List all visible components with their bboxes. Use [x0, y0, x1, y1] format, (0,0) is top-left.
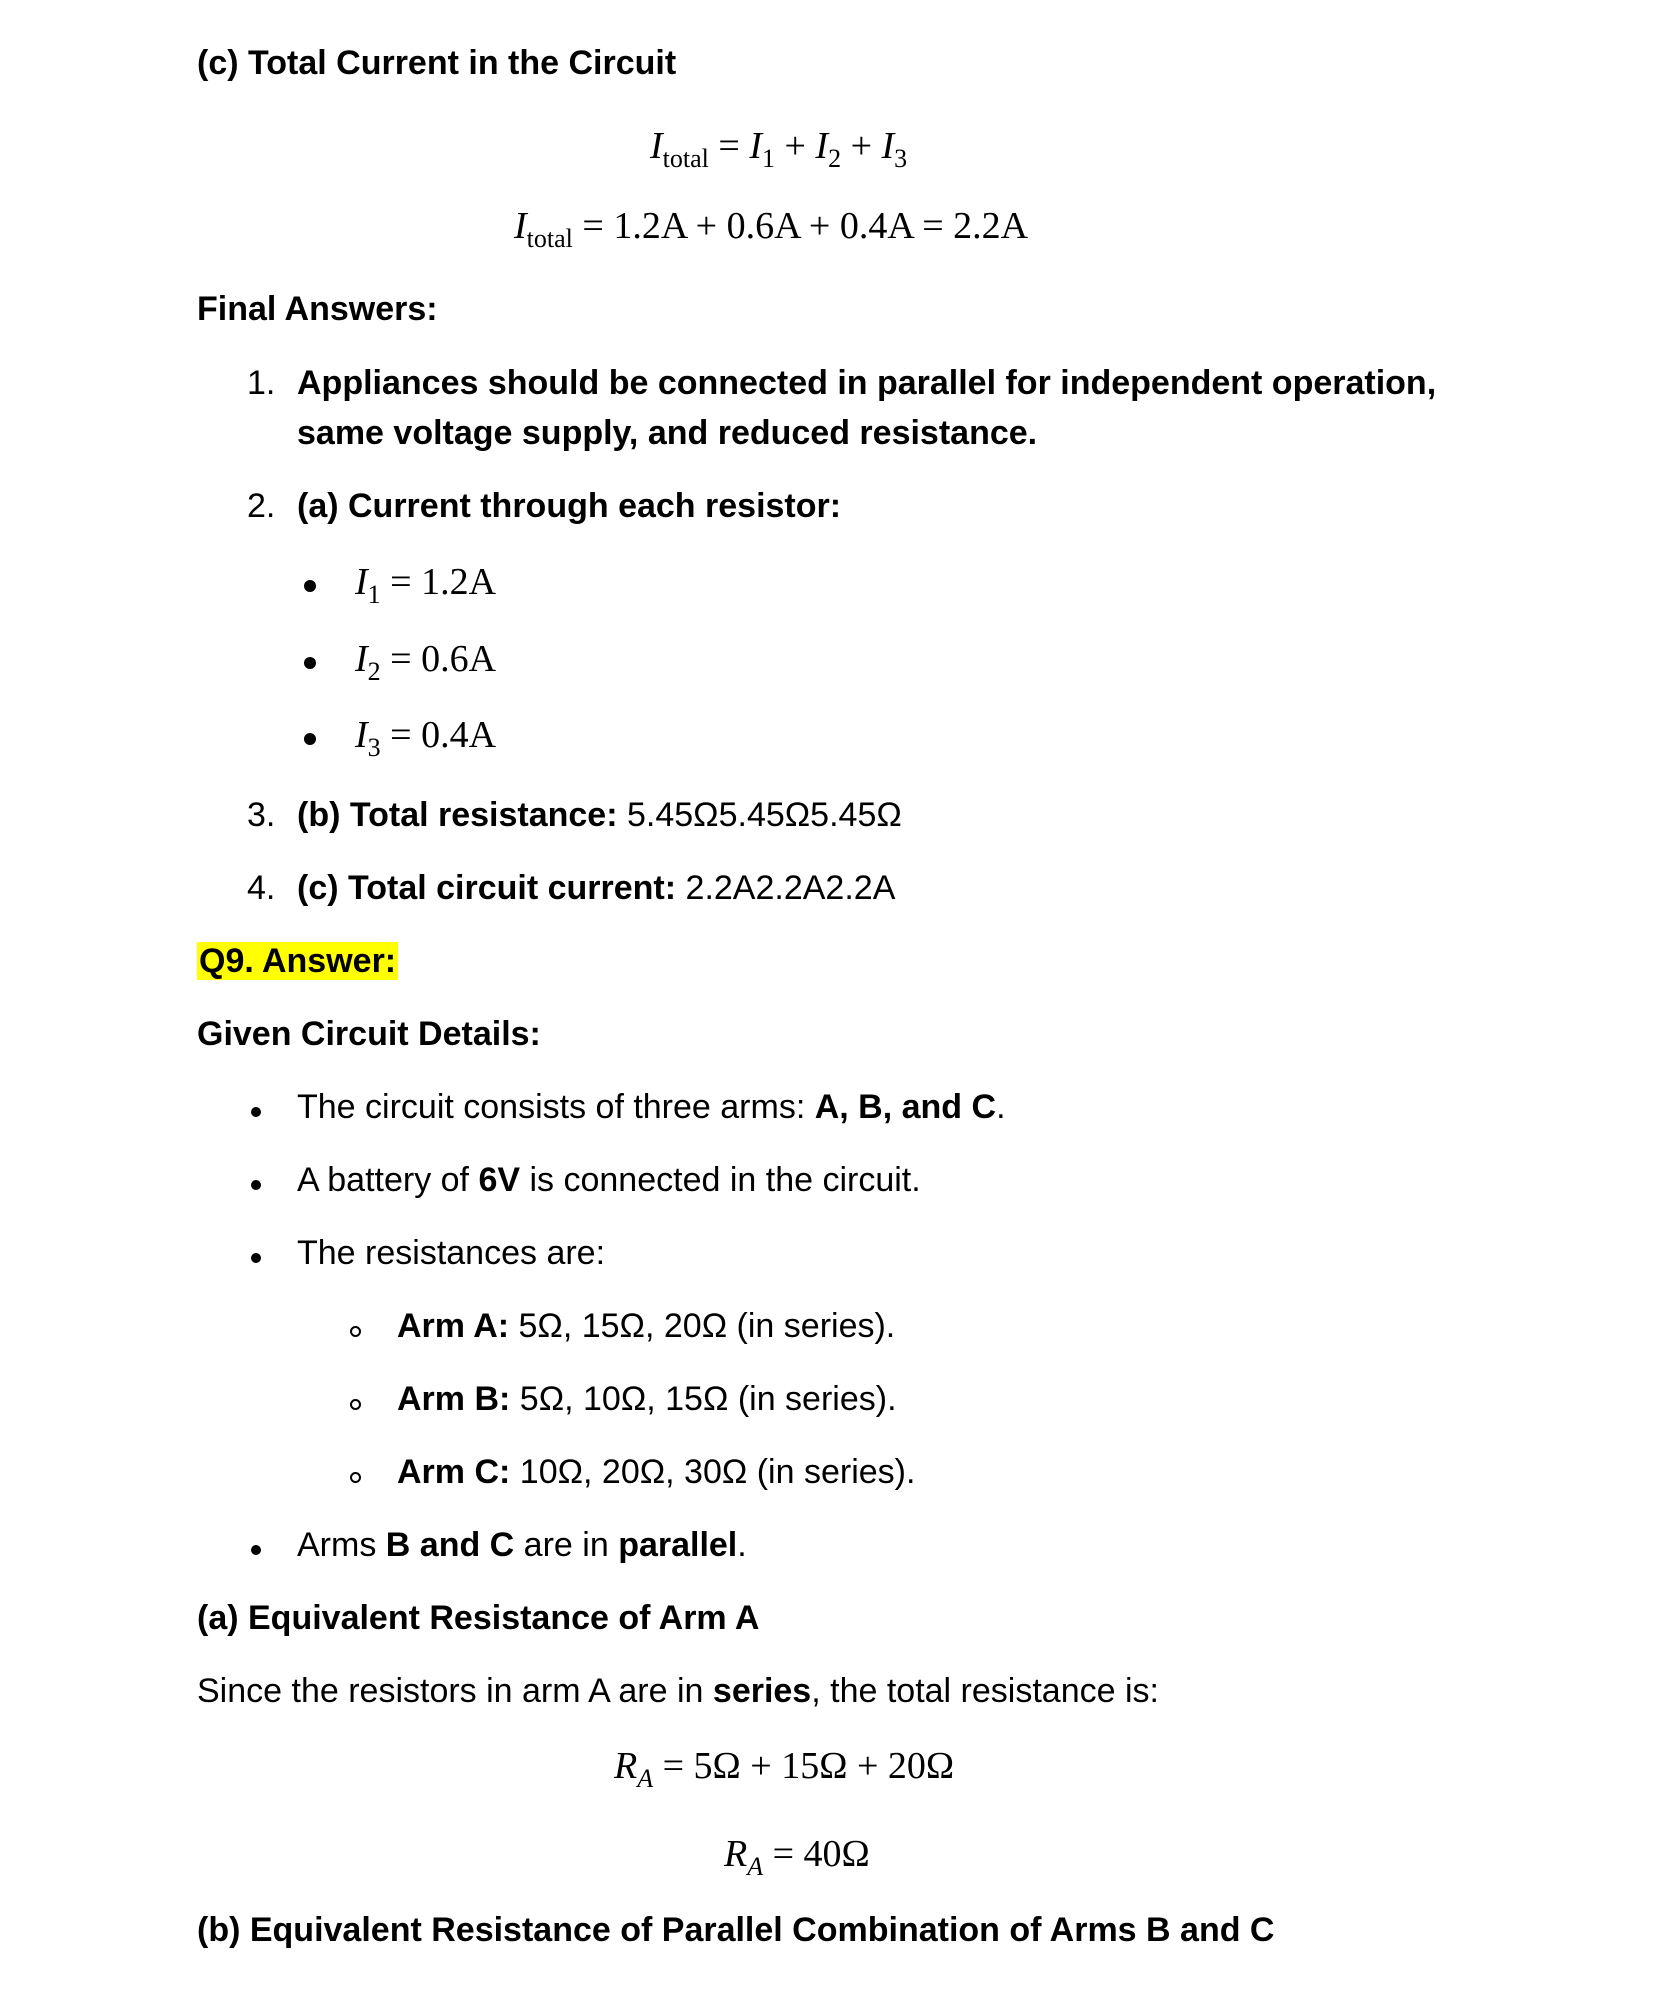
list-number: 2. — [247, 487, 276, 525]
section-heading: (c) Total Current in the Circuit — [197, 44, 677, 82]
sub-bullet — [350, 1399, 361, 1410]
bullet — [304, 580, 316, 592]
list-number: 4. — [247, 869, 276, 907]
given-heading: Given Circuit Details: — [197, 1015, 541, 1053]
given-item-battery: A battery of 6V is connected in the circuit. — [297, 1161, 921, 1199]
arm-b: Arm B: 5Ω, 10Ω, 15Ω (in series). — [397, 1380, 897, 1418]
equation-total-current-values: $I_{total} = 1.2A + 0.6A + 0.4A = 2.2A$ — [514, 205, 1029, 253]
equation-ra-result: $R_A = 40\Omega$ — [724, 1833, 870, 1881]
equation-total-current: $I_{total} = I_1 + I_2 + I_3$ — [650, 125, 908, 173]
list-number: 1. — [247, 364, 276, 402]
answer-1-line-2: same voltage supply, and reduced resistance. — [297, 414, 1038, 452]
section-b-heading: (b) Equivalent Resistance of Parallel Combination of Arms B and C — [197, 1911, 1275, 1949]
final-answers-heading: Final Answers: — [197, 290, 438, 328]
answer-4: (c) Total circuit current: 2.2A2.2A2.2A — [297, 869, 896, 907]
bullet — [304, 733, 316, 745]
given-item-resistances: The resistances are: — [297, 1234, 606, 1272]
sub-bullet — [350, 1472, 361, 1483]
q9-heading: Q9. Answer: — [199, 942, 397, 980]
given-item-arms: The circuit consists of three arms: A, B, and C. — [297, 1088, 1006, 1126]
bullet — [304, 657, 316, 669]
bullet — [251, 1253, 261, 1263]
list-number: 3. — [247, 796, 276, 834]
answer-3: (b) Total resistance: 5.45Ω5.45Ω5.45Ω — [297, 796, 902, 834]
equation-ra-sum: $R_A = 5\Omega + 15\Omega + 20\Omega$ — [614, 1745, 955, 1793]
current-i2: $I_2 = 0.6A$ — [355, 638, 497, 686]
sub-bullet — [350, 1326, 361, 1337]
answer-2-text: (a) Current through each resistor: — [297, 487, 842, 525]
current-i1: $I_1 = 1.2A$ — [355, 561, 497, 609]
bullet — [251, 1545, 261, 1555]
bullet — [251, 1107, 261, 1117]
given-item-parallel: Arms B and C are in parallel. — [297, 1526, 747, 1564]
answer-1-line-1: Appliances should be connected in parallel for independent operation, — [297, 364, 1437, 402]
arm-c: Arm C: 10Ω, 20Ω, 30Ω (in series). — [397, 1453, 916, 1491]
section-a-heading: (a) Equivalent Resistance of Arm A — [197, 1599, 760, 1637]
bullet — [251, 1180, 261, 1190]
current-i3: $I_3 = 0.4A$ — [355, 714, 497, 762]
section-a-text: Since the resistors in arm A are in series, the total resistance is: — [197, 1672, 1159, 1710]
arm-a: Arm A: 5Ω, 15Ω, 20Ω (in series). — [397, 1307, 896, 1345]
